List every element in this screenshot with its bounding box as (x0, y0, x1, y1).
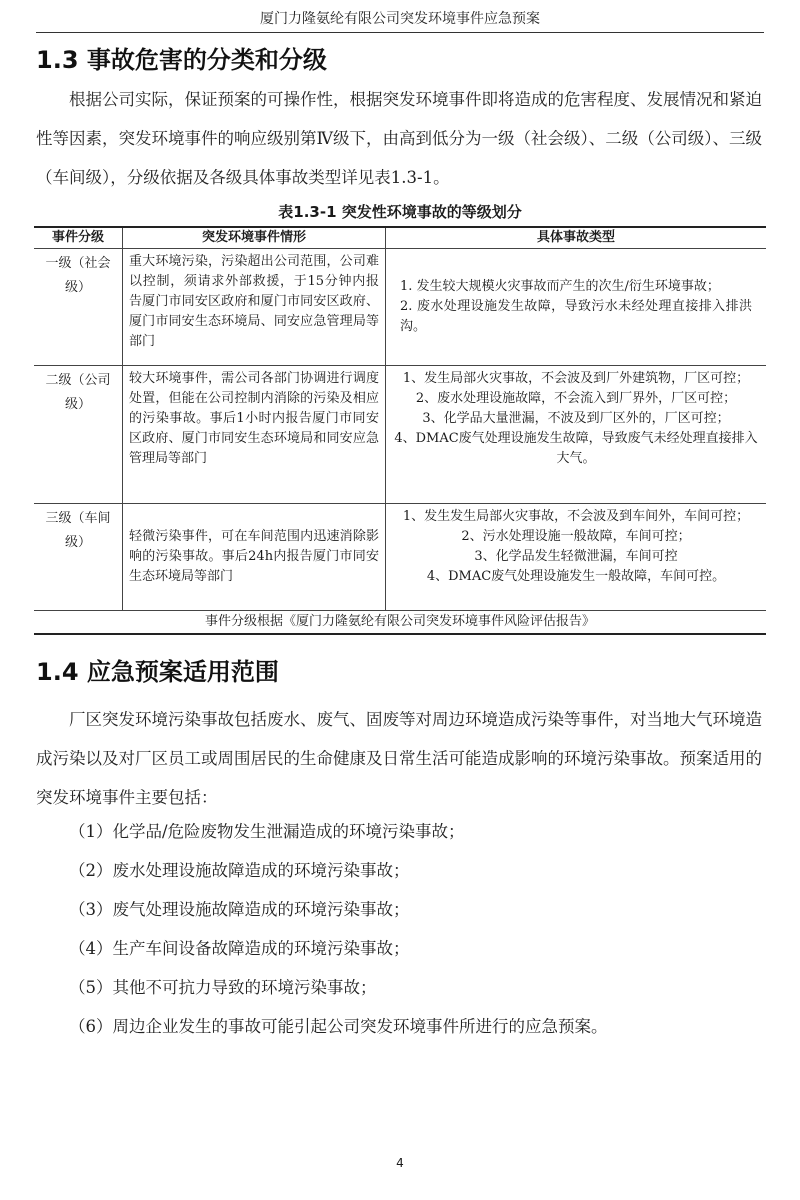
table-header-situation: 突发环境事件情形 (123, 227, 386, 249)
type-item: 1、发生发生局部火灾事故，不会波及到车间外，车间可控； (402, 509, 750, 524)
level-cell: 一级（社会级） (34, 249, 123, 366)
types-cell (386, 366, 767, 504)
table-caption: 表1.3-1 突发性环境事故的等级划分 (278, 203, 522, 221)
section-title-1-3: 1.3 事故危害的分类和分级 (36, 46, 327, 74)
types-cell (386, 249, 767, 366)
grading-table (34, 226, 766, 635)
situation-cell: 较大环境事件，需公司各部门协调进行调度处置，但能在公司控制内消除的污染及相应的污染事故。事后1小时内报告厦门市同安区政府、厦门市同安生态环境局和同安应急管理局等部门 (123, 366, 386, 504)
section-1-3-paragraph: 根据公司实际，保证预案的可操作性，根据突发环境事件即将造成的危害程度、发展情况和紧迫性等因素，突发环境事件的响应级别第Ⅳ级下，由高到低分为一级（社会级）、二级（公司级）、三级（车间级），分级依据及各级具体事故类型详见表1.3-1。 (36, 90, 762, 187)
list-item: （6）周边企业发生的事故可能引起公司突发环境事件所进行的应急预案。 (69, 1017, 608, 1036)
list-item: （1）化学品/危险废物发生泄漏造成的环境污染事故； (69, 822, 465, 841)
list-item: （3）废气处理设施故障造成的环境污染事故； (69, 900, 410, 919)
type-item: 4、DMAC废气处理设施发生故障，导致废气未经处理直接排入大气。 (394, 431, 758, 466)
type-item: 3、化学品大量泄漏，不波及到厂区外的，厂区可控； (422, 411, 730, 426)
table-row (34, 504, 766, 611)
table-header-row (34, 227, 766, 249)
table-footnote: 事件分级根据《厦门力隆氨纶有限公司突发环境事件风险评估报告》 (34, 611, 766, 635)
type-item: 4、DMAC废气处理设施发生一般故障，车间可控。 (426, 569, 726, 584)
running-header: 厦门力隆氨纶有限公司突发环境事件应急预案 (36, 6, 764, 33)
table-footnote-row (34, 611, 766, 635)
table-row (34, 366, 766, 504)
list-item: （4）生产车间设备故障造成的环境污染事故； (69, 939, 410, 958)
section-1-4-paragraph: 厂区突发环境污染事故包括废水、废气、固废等对周边环境造成污染等事件，对当地大气环境造成污染以及对厂区员工或周围居民的生命健康及日常生活可能造成影响的环境污染事故。预案适用的突发环境事件主要包括： (36, 710, 762, 807)
level-cell: 二级（公司级） (34, 366, 123, 504)
page-number: 4 (396, 1156, 404, 1170)
list-item: （5）其他不可抗力导致的环境污染事故； (69, 978, 377, 997)
table-header-types: 具体事故类型 (386, 227, 767, 249)
situation-cell: 重大环境污染，污染超出公司范围，公司难以控制，须请求外部救援，于15分钟内报告厦门市同安区政府和厦门市同安区政府、厦门市同安生态环境局、同安应急管理局等部门 (123, 249, 386, 366)
section-title-1-4: 1.4 应急预案适用范围 (36, 658, 279, 686)
situation-cell: 轻微污染事件，可在车间范围内迅速消除影响的污染事故。事后24h内报告厦门市同安生态环境局等部门 (123, 504, 386, 611)
type-item: 3、化学品发生轻微泄漏，车间可控 (474, 549, 678, 564)
scope-list (36, 812, 764, 1046)
level-cell: 三级（车间级） (34, 504, 123, 611)
type-item: 1、发生局部火灾事故，不会波及到厂外建筑物，厂区可控； (402, 371, 750, 386)
type-item: 2. 废水处理设施发生故障，导致污水未经处理直接排入排洪沟。 (400, 299, 752, 334)
type-item: 2、废水处理设施故障，不会流入到厂界外，厂区可控； (415, 391, 737, 406)
type-item: 2、污水处理设施一般故障，车间可控； (461, 529, 691, 544)
types-cell (386, 504, 767, 611)
table-row (34, 249, 766, 366)
list-item: （2）废水处理设施故障造成的环境污染事故； (69, 861, 410, 880)
table-header-level: 事件分级 (34, 227, 123, 249)
type-item: 1. 发生较大规模火灾事故而产生的次生/衍生环境事故； (400, 279, 720, 294)
